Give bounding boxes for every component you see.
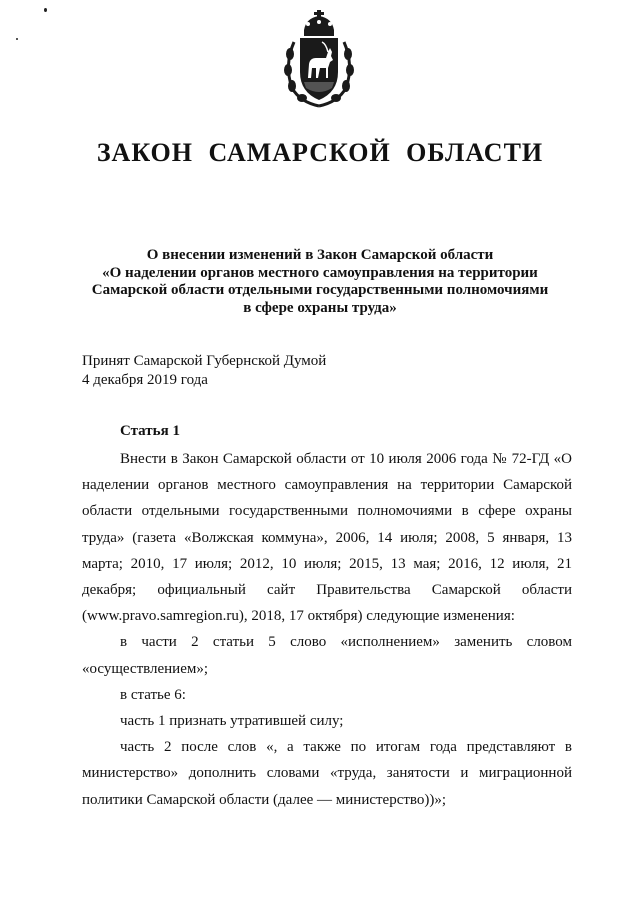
article-body [82,446,572,813]
adopted-by: Принят Самарской Губернской Думой [82,353,327,369]
subject-line: в сфере охраны труда» [243,299,397,316]
adoption-date: 4 декабря 2019 года [82,372,208,388]
subject-line: «О наделении органов местного самоуправления на территории [102,264,538,281]
scan-speck [16,38,18,40]
paragraph: часть 1 признать утратившей силу; [120,713,344,730]
paragraph: часть 2 после слов «, а также по итогам года представляют в министерство» дополнить словами «труда, занятости и миграционной политики Самарской области (далее — министерство))»; [82,739,572,808]
article-heading: Статья 1 [120,423,180,439]
samara-coat-of-arms-icon [282,10,356,110]
adoption-info [82,352,326,390]
paragraph: в статье 6: [120,686,186,703]
law-subject [60,247,580,317]
scan-speck [44,8,47,12]
law-title: ЗАКОН САМАРСКОЙ ОБЛАСТИ [96,138,544,167]
paragraph: в части 2 статьи 5 слово «исполнением» заменить словом «осуществлением»; [82,634,572,677]
subject-line: Самарской области отдельными государственными полномочиями [91,282,549,298]
paragraph: Внести в Закон Самарской области от 10 июля 2006 года № 72-ГД «О наделении органов местного самоуправления на территории Самарской области отдельными государственными полномочиями в сфере охраны труда» (газета «Волжская коммуна», 2006, 14 июля; 2008, 5 января, 13 марта; 2010, 17 июля; 2012, 10 июля; 2015, 13 мая; 2016, 12 июля, 21 декабря; официальный сайт Правительства Самарской области (www.pravo.samregion.ru), 2018, 17 октября) следующие изменения: [82,451,572,625]
subject-line: О внесении изменений в Закон Самарской области [146,247,494,263]
